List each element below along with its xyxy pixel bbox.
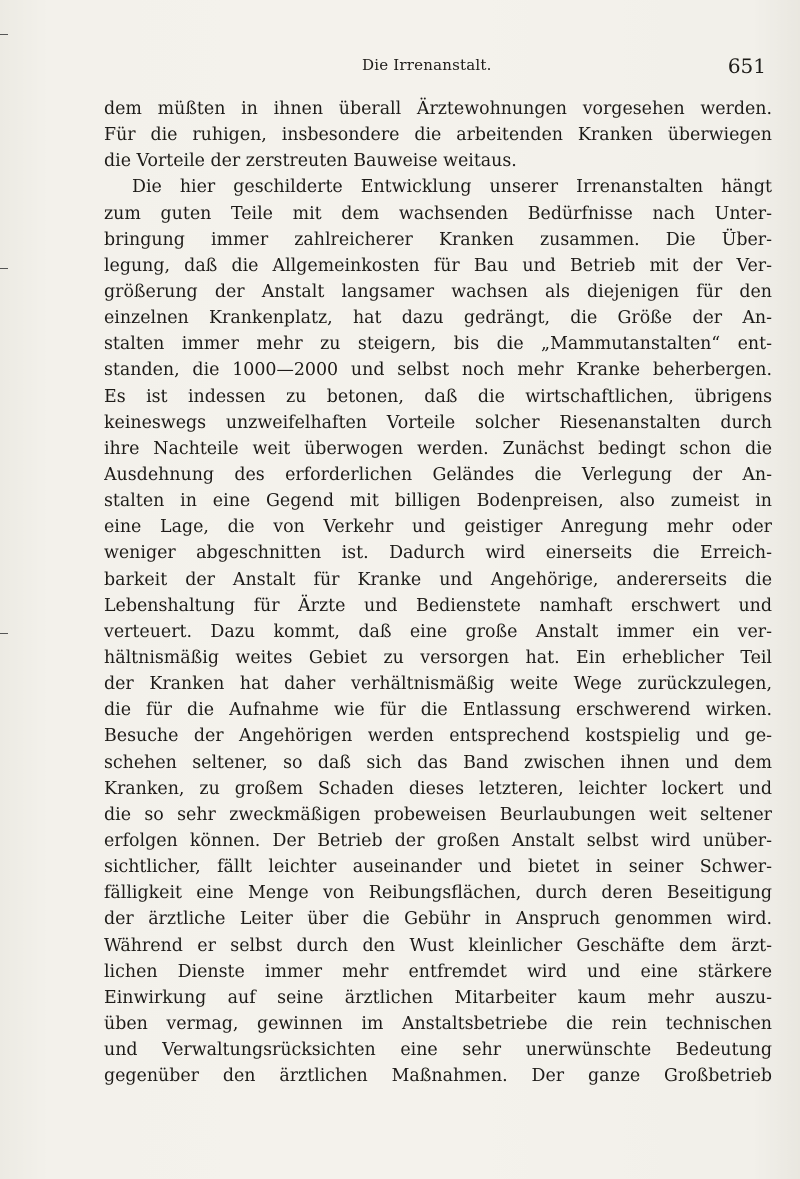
margin-mark: [0, 34, 8, 35]
text-line: dem müßten in ihnen überall Ärztewohnungen vorgesehen werden.: [104, 99, 772, 119]
text-line: legung, daß die Allgemeinkosten für Bau und Betrieb mit der Ver-: [104, 255, 772, 276]
margin-mark: [0, 268, 8, 269]
running-head: [0, 56, 800, 82]
text-line: eine Lage, die von Verkehr und geistiger Anregung mehr oder: [104, 517, 772, 538]
text-line: ihre Nachteile weit überwogen werden. Zunächst bedingt schon die: [104, 438, 772, 459]
text-line: die für die Aufnahme wie für die Entlassung erschwerend wirken.: [104, 700, 772, 721]
text-line: Für die ruhigen, insbesondere die arbeitenden Kranken überwiegen: [104, 125, 772, 146]
text-line: und Verwaltungsrücksichten eine sehr unerwünschte Bedeutung: [104, 1040, 772, 1061]
page-number: 651: [727, 54, 766, 78]
text-line: schehen seltener, so daß sich das Band zwischen ihnen und dem: [104, 752, 772, 773]
text-line: die so sehr zweckmäßigen probeweisen Beurlaubungen weit seltener: [104, 804, 772, 825]
text-line: Die hier geschilderte Entwicklung unserer Irrenanstalten hängt: [132, 177, 772, 198]
text-line: der Kranken hat daher verhältnismäßig weite Wege zurückzulegen,: [104, 674, 772, 695]
text-line: stalten in eine Gegend mit billigen Bodenpreisen, also zumeist in: [104, 491, 772, 512]
text-line: üben vermag, gewinnen im Anstaltsbetriebe die rein technischen: [104, 1013, 772, 1034]
text-line: bringung immer zahlreicherer Kranken zusammen. Die Über-: [104, 229, 772, 250]
running-title: Die Irrenanstalt.: [362, 56, 492, 74]
text-line: Kranken, zu großem Schaden dieses letzteren, leichter lockert und: [104, 778, 772, 799]
text-line: fälligkeit eine Menge von Reibungsflächen, durch deren Beseitigung: [104, 883, 772, 904]
text-line: die Vorteile der zerstreuten Bauweise weitaus.: [104, 151, 517, 172]
text-line: Es ist indessen zu betonen, daß die wirtschaftlichen, übrigens: [104, 386, 772, 407]
text-line: Ausdehnung des erforderlichen Geländes die Verlegung der An-: [104, 464, 772, 485]
text-line: der ärztliche Leiter über die Gebühr in Anspruch genommen wird.: [104, 909, 772, 930]
text-line: hältnismäßig weites Gebiet zu versorgen hat. Ein erheblicher Teil: [104, 647, 772, 668]
text-line: barkeit der Anstalt für Kranke und Angehörige, andererseits die: [104, 569, 772, 590]
text-line: Besuche der Angehörigen werden entsprechend kostspielig und ge-: [104, 726, 772, 747]
body-text: [104, 96, 772, 1089]
text-line: keineswegs unzweifelhaften Vorteile solcher Riesenanstalten durch: [104, 412, 772, 433]
text-line: größerung der Anstalt langsamer wachsen als diejenigen für den: [104, 281, 772, 302]
text-line: weniger abgeschnitten ist. Dadurch wird einerseits die Erreich-: [104, 543, 772, 564]
text-line: sichtlicher, fällt leichter auseinander und bietet in seiner Schwer-: [104, 857, 772, 878]
text-line: verteuert. Dazu kommt, daß eine große Anstalt immer ein ver-: [104, 621, 772, 642]
text-line: einzelnen Krankenplatz, hat dazu gedrängt, die Größe der An-: [104, 308, 772, 329]
margin-mark: [0, 633, 8, 634]
text-line: lichen Dienste immer mehr entfremdet wird und eine stärkere: [104, 961, 772, 982]
text-line: Einwirkung auf seine ärztlichen Mitarbeiter kaum mehr auszu-: [104, 987, 772, 1008]
text-line: gegenüber den ärztlichen Maßnahmen. Der ganze Großbetrieb: [104, 1066, 772, 1087]
text-line: Lebenshaltung für Ärzte und Bedienstete namhaft erschwert und: [104, 595, 772, 616]
text-line: standen, die 1000—2000 und selbst noch mehr Kranke beherbergen.: [104, 360, 772, 381]
text-line: Während er selbst durch den Wust kleinlicher Geschäfte dem ärzt-: [104, 935, 772, 956]
text-line: erfolgen können. Der Betrieb der großen Anstalt selbst wird unüber-: [104, 830, 772, 851]
text-line: stalten immer mehr zu steigern, bis die „Mammutanstalten“ ent-: [104, 334, 772, 355]
text-line: zum guten Teile mit dem wachsenden Bedürfnisse nach Unter-: [104, 203, 772, 224]
